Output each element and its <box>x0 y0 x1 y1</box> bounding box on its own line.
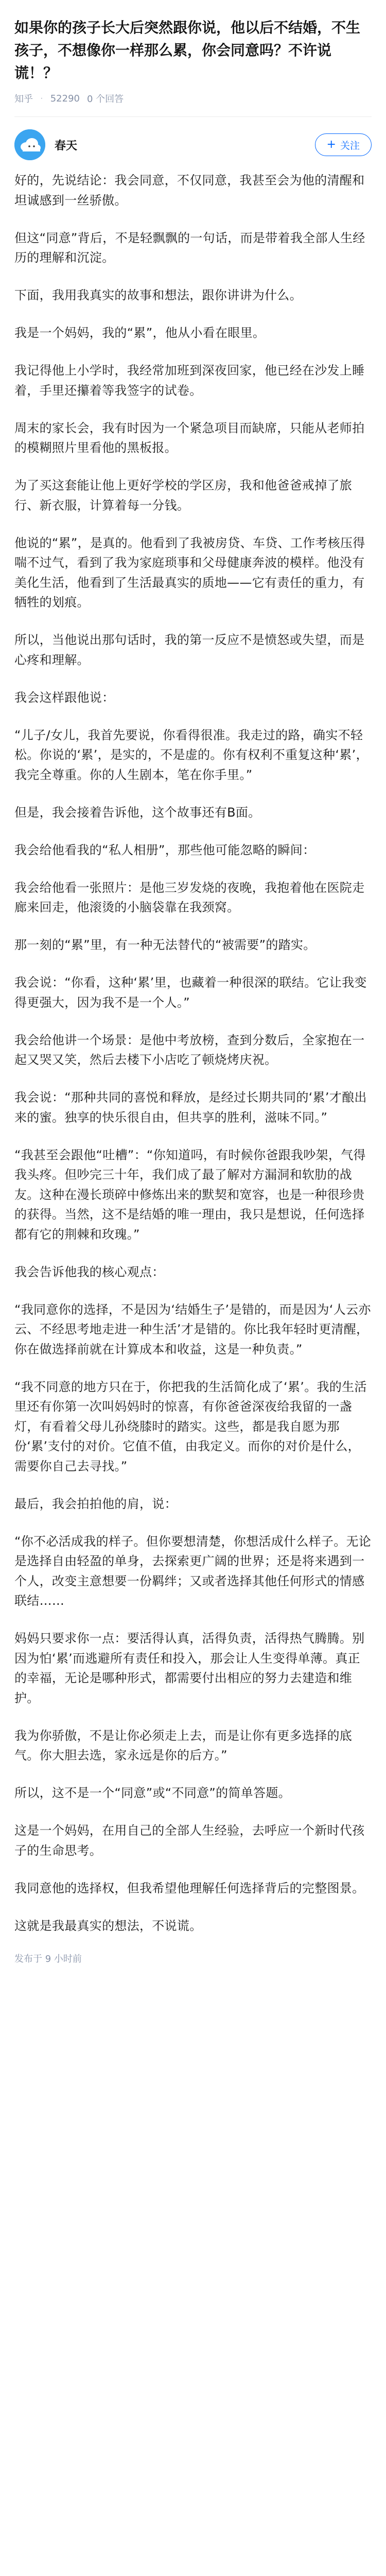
source-label: 知乎 <box>14 94 33 105</box>
answer-paragraph: 那一刻的“累”里，有一种无法替代的“被需要”的踏实。 <box>14 938 316 952</box>
answer-paragraph: 我会给他看我的“私人相册”，那些他可能忽略的瞬间： <box>14 842 315 857</box>
follow-button[interactable] <box>315 133 372 156</box>
answer-paragraph: 我会给他讲一个场景：是他中考放榜，查到分数后，全家抱在一起又哭又笑，然后去楼下小店吃了顿烧烤庆祝。 <box>14 1032 365 1067</box>
answer-paragraph: 他说的“累”，是真的。他看到了我被房贷、车贷、工作考核压得喘不过气，看到了我为家庭琐事和父母健康奔波的模样。他没有美化生活，他看到了生活最真实的质地——它有责任的重力，有牺牲的划痕。 <box>14 535 365 609</box>
answer-paragraph: 周末的家长会，我有时因为一个紧急项目而缺席，只能从老师拍的模糊照片里看他的黑板报。 <box>14 420 365 455</box>
answer-paragraph: 我是一个妈妈，我的“累”，他从小看在眼里。 <box>14 326 266 340</box>
answer-paragraph: 我会说：“你看，这种‘累’里，也藏着一种很深的联结。它让我变得更强大，因为我不是一个人。” <box>14 975 367 1010</box>
answer-paragraph: 我记得他上小学时，我经常加班到深夜回家，他已经在沙发上睡着，手里还攥着等我签字的试卷。 <box>14 363 365 398</box>
author-row <box>14 128 372 161</box>
answer-paragraph: 我会给他看一张照片：是他三岁发烧的夜晚，我抱着他在医院走廊来回走，他滚烫的小脑袋靠在我颈窝。 <box>14 880 365 914</box>
answer-paragraph: 我会说：“那种共同的喜悦和释放，是经过长期共同的‘累’才酿出来的蜜。独享的快乐很自由，但共享的胜利，滋味不同。” <box>14 1090 367 1125</box>
cloud-icon <box>14 129 45 160</box>
answer-paragraph: “儿子/女儿，我首先要说，你看得很准。我走过的路，确实不轻松。你说的‘累’，是实的，不是虚的。你有权利不重复这种‘累’，我完全尊重。你的人生剧本，笔在你手里。” <box>14 727 369 782</box>
answer-paragraph: “你不必活成我的样子。但你要想清楚，你想活成什么样子。无论是选择自由轻盈的单身，去探索更广阔的世界；还是将来遇到一个人，改变主意想要一份羁绊；又或者选择其他任何形式的情感联结…… <box>14 1534 372 1608</box>
answer-paragraph: 好的，先说结论：我会同意，不仅同意，我甚至会为他的清醒和坦诚感到一丝骄傲。 <box>14 173 365 208</box>
avatar[interactable] <box>14 129 45 160</box>
answer-paragraph: 我会这样跟他说： <box>14 690 115 705</box>
answer-paragraph: 下面，我用我真实的故事和想法，跟你讲讲为什么。 <box>14 288 302 302</box>
header-divider <box>14 116 372 117</box>
answer-paragraph: “我甚至会跟他“吐槽”：“你知道吗，有时候你爸跟我吵架，气得我头疼。但吵完三十年，我们成了最了解对方漏洞和软肋的战友。这种在漫长琐碎中修炼出来的默契和宽容，也是一种很珍贵的获得。当然，这不是结婚的唯一理由，我只是想说，任何选择都有它的荆棘和玫瑰。” <box>14 1147 366 1242</box>
posted-time: 发布于 9 小时前 <box>14 1953 82 1964</box>
question-meta <box>14 92 372 105</box>
answer-paragraph: 妈妈只要求你一点：要活得认真，活得负责，活得热气腾腾。别因为怕‘累’而逃避所有责任和投入，那会让人生变得单薄。真正的幸福，无论是哪种形式，都需要付出相应的努力去建造和维护。 <box>14 1631 365 1705</box>
answer-paragraph: 但是，我会接着告诉他，这个故事还有B面。 <box>14 805 261 820</box>
answer-paragraph: 但这“同意”背后，不是轻飘飘的一句话，而是带着我全部人生经历的理解和沉淀。 <box>14 230 365 265</box>
answer-paragraph: 这就是我最真实的想法，不说谎。 <box>14 1918 202 1933</box>
answer-paragraph: 这是一个妈妈，在用自己的全部人生经验，去呼应一个新时代孩子的生命思考。 <box>14 1823 365 1858</box>
answer-body <box>14 171 372 1936</box>
plus-icon: + <box>326 138 336 151</box>
answer-paragraph: 为了买这套能让他上更好学校的学区房，我和他爸爸戒掉了旅行、新衣服，计算着每一分钱。 <box>14 478 353 513</box>
answer-paragraph: 所以，这不是一个“同意”或“不同意”的简单答题。 <box>14 1786 291 1800</box>
meta-separator: · <box>40 93 43 104</box>
answer-paragraph: 我为你骄傲，不是让你必须走上去，而是让你有更多选择的底气。你大胆去选，家永远是你的后方。” <box>14 1728 353 1762</box>
follow-label: 关注 <box>340 140 360 151</box>
answer-paragraph: 所以，当他说出那句话时，我的第一反应不是愤怒或失望，而是心疼和理解。 <box>14 633 365 667</box>
author-info[interactable] <box>14 129 77 160</box>
author-name[interactable]: 春天 <box>55 139 78 152</box>
answer-paragraph: 我同意他的选择权，但我希望他理解任何选择背后的完整图景。 <box>14 1880 365 1895</box>
answer-count[interactable]: 0 个回答 <box>87 94 124 105</box>
answer-paragraph: 我会告诉他我的核心观点： <box>14 1264 165 1279</box>
question-title[interactable]: 如果你的孩子长大后突然跟你说，他以后不结婚，不生孩子，不想像你一样那么累，你会同意吗？不许说谎！？ <box>14 19 361 81</box>
answer-paragraph: “我同意你的选择，不是因为‘结婚生子’是错的，而是因为‘人云亦云、不经思考地走进一种生活’才是错的。你比我年轻时更清醒，你在做选择前就在计算成本和收益，这是一种负责。” <box>14 1302 371 1357</box>
answer-paragraph: “我不同意的地方只在于，你把我的生活简化成了‘累’。我的生活里还有你第一次叫妈妈时的惊喜，有你爸爸深夜给我留的一盏灯，有看着父母儿孙绕膝时的踏实。这些，都是我自愿为那份‘累’支付的对价。它值不值，由我定义。而你的对价是什么，需要你自己去寻找。” <box>14 1379 367 1473</box>
view-count: 52290 <box>50 93 80 104</box>
answer-paragraph: 最后，我会拍拍他的肩，说： <box>14 1496 177 1511</box>
